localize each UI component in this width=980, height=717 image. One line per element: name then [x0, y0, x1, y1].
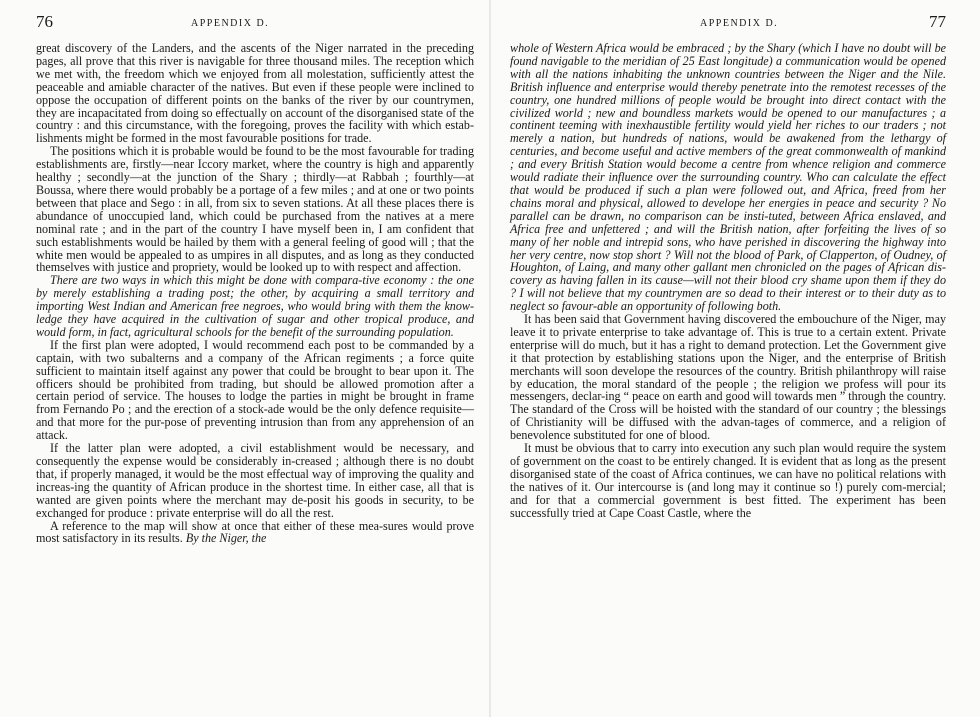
left-paragraph-6 [36, 520, 474, 546]
left-paragraph-1: great discovery of the Landers, and the ascents of the Niger narrated in the preceding pages, all prove that this river is navigable for three thousand miles. The reception which we met with, the freedom which we enjoyed from all molestation, sufficiently attest the peaceable and amiable character of the natives. But even if these people were inclined to oppose the occupation of different points on the banks of the river by our countrymen, they are incapacitated from doing so effectually on account of the disorganised state of the country : and this circumstance, with the foregoing, proves the facility with which estab-lishments might be formed in the most favourable positions for trade. [36, 41, 474, 146]
left-running-header [36, 12, 474, 42]
left-page-text [36, 42, 474, 545]
right-page-text [510, 42, 946, 520]
right-running-head: APPENDIX D. [700, 18, 779, 29]
left-paragraph-6-roman: A reference to the map will show at once that either of these mea-sures would prove most satisfactory in its results. [36, 518, 474, 546]
left-page-number: 76 [36, 12, 53, 31]
right-paragraph-2: It has been said that Government having discovered the embouchure of the Niger, may leave it to private enterprise to take advantage of. This is true to a certain extent. Private enterprise will do much, but it has a right to demand protection. Let the Government give it that protection by establishing stations upon the Niger, and the enterprise of British merchants will soon develope the resources of the country. British philanthropy will raise by education, the moral standard of the people ; the religion we profess will pour its messengers, declar-ing “ peace on earth and good will towards men ” through the country. The standard of the Cross will be hoisted with the standard of our country ; the blessings of Christianity will be diffused with the advan-tages of commerce, and a religion of benevolence substituted for one of blood. [510, 312, 946, 443]
right-page [490, 0, 980, 717]
left-paragraph-6-italic: By the Niger, the [182, 531, 267, 546]
right-running-header [510, 12, 946, 42]
left-running-head: APPENDIX D. [191, 18, 270, 29]
left-paragraph-3: There are two ways in which this might be done with compara-tive economy : the one by merely establishing a trading post; the other, by acquiring a small territory and importing West Indian and American free negroes, who would bring with them the know-ledge they have acquired in the cultivation of sugar and other tropical produce, and would form, in fact, agricultural schools for the benefit of the surrounding population. [36, 273, 474, 339]
left-paragraph-2: The positions which it is probable would be found to be the most favourable for trading establishments are, firstly—near Iccory market, where the country is high and apparently healthy ; secondly—at the junction of the Shary ; thirdly—at Rabbah ; fourthly—at Boussa, where there would probably be a portage of a few miles ; and at one or two points between that place and Sego : in all, from six to seven stations. At all these places there is abundance of unoccupied land, which could be purchased from the natives at a mere nominal rate ; and in the part of the country I have myself been in, I am confident that such establishments would be hailed by them with a general feeling of good will ; that the white men would be appealed to as umpires in all disputes, and as long as they conducted themselves with justice and propriety, would be looked up to with respect and affection. [36, 144, 474, 275]
right-page-number: 77 [929, 12, 946, 31]
left-paragraph-5: If the latter plan were adopted, a civil establishment would be necessary, and consequently the expense would be considerably in-creased ; although there is no doubt that, if properly managed, it would be the most effectual way of improving the quality and increas-ing the quantity of African produce in the shortest time. In either case, all that is wanted are given points where the merchant may de-posit his goods in security, to be exchanged for produce : private enterprise will do all the rest. [36, 441, 474, 520]
right-paragraph-1: whole of Western Africa would be embraced ; by the Shary (which I have no doubt will be found navigable to the meridian of 25 East longitude) a communication would be opened with all the nations inhabiting the unknown countries between the Niger and the Nile. British influence and enterprise would thereby penetrate into the remotest recesses of the country, one hundred millions of people would be brought into direct contact with the civilized world ; new and boundless markets would be opened to our manufactures ; a continent teeming with inexhaustible fertility would yield her riches to our traders ; not merely a nation, but hundreds of nations, would be awakened from the lethargy of centuries, and become useful and active members of the great commonwealth of mankind ; and every British Station would become a centre from whence religion and commerce would radiate their influence over the surrounding country. Who can calculate the effect that would be produced if such a plan were followed out, and Africa, freed from her chains moral and physical, allowed to develope her energies in peace and security ? No parallel can be drawn, no comparison can be insti-tuted, between Africa enslaved, and Africa free and unfettered ; and will the British nation, after forfeiting the lives of so many of her noble and intrepid sons, who have perished in discovering the highway into her very centre, now stop short ? Will not the blood of Park, of Clapperton, of Oudney, of Houghton, of Laing, and many other gallant men chronicled on the pages of African dis-covery as having fallen in its cause—will not their blood cry shame upon them if they do ? I will not believe that my countrymen are so dead to their interest or to their duty as to neglect so favour-able an opportunity of following both. [510, 41, 946, 314]
right-paragraph-3: It must be obvious that to carry into execution any such plan would require the system of government on the coast to be entirely changed. It is evident that as long as the present disorganised state of the coast of Africa continues, we can have no political relations with the natives of it. Our intercourse is (and long may it continue so !) purely com-mercial; and for that a commercial government is best fitted. The experiment has been successfully tried at Cape Coast Castle, where the [510, 441, 946, 520]
left-paragraph-4: If the first plan were adopted, I would recommend each post to be commanded by a captain, with two subalterns and a company of the African regiments ; a force quite sufficient to maintain itself against any power that could be brought to bear upon it. The officers should be prohibited from trading, but should be allowed promotion after a certain period of service. The houses to lodge the parties in might be brought in frame from Fernando Po ; and the erection of a stock-ade would be the only defence requisite—and that more for the pur-pose of preventing intrusion than from any apprehension of an attack. [36, 337, 474, 443]
